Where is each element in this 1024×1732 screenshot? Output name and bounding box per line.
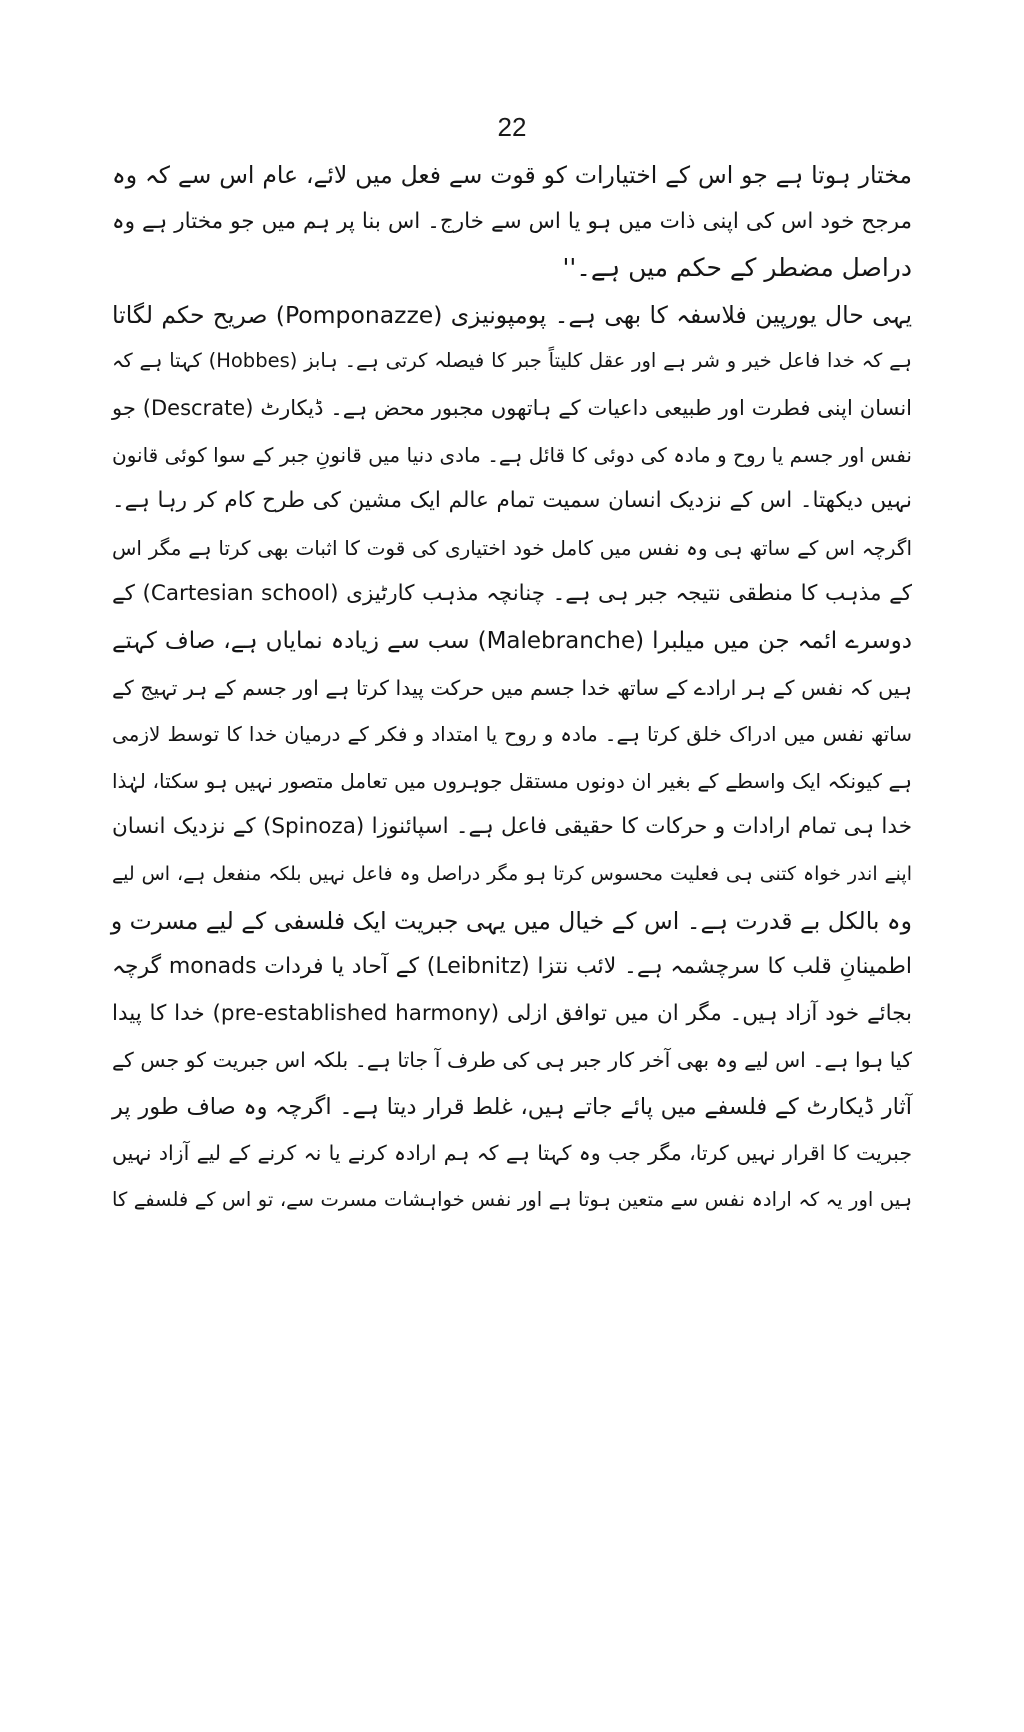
text-line: نہیں دیکھتا۔ اس کے نزدیک انسان سمیت تمام عالم ایک مشین کی طرح کام کر رہا ہے۔ [112, 488, 912, 514]
text-line: ساتھ نفس میں ادراک خلق کرتا ہے۔ مادہ و روح یا امتداد و فکر کے درمیان خدا کا توسط لازمی [112, 722, 912, 747]
text-line: مرجح خود اس کی اپنی ذات میں ہو یا اس سے خارج۔ اس بنا پر ہم میں جو مختار ہے وہ [112, 208, 912, 234]
text-line: دوسرے ائمہ جن میں میلبرا (Malebranche) سب سے زیادہ نمایاں ہے، صاف کہتے [112, 627, 912, 654]
page-number: 22 [497, 112, 527, 142]
text-line: ہے کیونکہ ایک واسطے کے بغیر ان دونوں مستقل جوہروں میں تعامل متصور نہیں ہو سکتا، لہٰذا [112, 768, 912, 793]
text-line: ہیں کہ نفس کے ہر ارادے کے ساتھ خدا جسم میں حرکت پیدا کرتا ہے اور جسم کے ہر تہیج کے [112, 675, 912, 700]
text-line: اپنے اندر خواہ کتنی ہی فعلیت محسوس کرتا ہو مگر دراصل وہ فاعل نہیں بلکہ منفعل ہے، اس لیے [112, 862, 912, 885]
body-text [112, 152, 912, 1224]
text-line: ہیں اور یہ کہ ارادہ نفس سے متعین ہوتا ہے اور نفس خواہشات مسرت سے، تو اس کے فلسفے کا [112, 1188, 912, 1212]
text-line: اگرچہ اس کے ساتھ ہی وہ نفس میں کامل خود اختیاری کی قوت کا اثبات بھی کرتا ہے مگر اس [112, 535, 912, 560]
text-line: انسان اپنی فطرت اور طبیعی داعیات کے ہاتھوں مجبور محض ہے۔ ڈیکارٹ (Descrate) جو [112, 395, 913, 420]
text-line: خدا ہی تمام ارادات و حرکات کا حقیقی فاعل ہے۔ اسپائنوزا (Spinoza) کے نزدیک انسان [112, 814, 912, 840]
text-line: کیا ہوا ہے۔ اس لیے وہ بھی آخر کار جبر ہی کی طرف آ جاتا ہے۔ بلکہ اس جبریت کو جس کے [112, 1048, 912, 1073]
text-line: جبریت کا اقرار نہیں کرتا، مگر جب وہ کہتا ہے کہ ہم ارادہ کرنے یا نہ کرنے کے لیے آزاد نہیں [112, 1141, 912, 1166]
text-line: کے مذہب کا منطقی نتیجہ جبر ہی ہے۔ چنانچہ مذہب کارٹیزی (Cartesian school) کے [112, 581, 912, 607]
text-line: آثار ڈیکارٹ کے فلسفے میں پائے جاتے ہیں، غلط قرار دیتا ہے۔ اگرچہ وہ صاف طور پر [112, 1093, 912, 1120]
text-line: ہے کہ خدا فاعل خیر و شر ہے اور عقل کلیتاً جبر کا فیصلہ کرتی ہے۔ ہابز (Hobbes) کہتا ہے کہ [112, 349, 912, 373]
text-line: نفس اور جسم یا روح و مادہ کی دوئی کا قائل ہے۔ مادی دنیا میں قانونِ جبر کے سوا کوئی قانون [112, 442, 912, 467]
text-line: اطمینانِ قلب کا سرچشمہ ہے۔ لائب نتزا (Leibnitz) کے آحاد یا فردات monads گرچہ [112, 954, 912, 980]
text-line: دراصل مضطر کے حکم میں ہے۔'' [562, 253, 912, 283]
text-line: بجائے خود آزاد ہیں۔ مگر ان میں توافق ازلی (pre-established harmony) خدا کا پیدا [112, 1000, 912, 1026]
text-line: یہی حال یورپین فلاسفہ کا بھی ہے۔ پومپونیزی (Pomponazze) صریح حکم لگاتا [112, 300, 912, 329]
text-line: مختار ہوتا ہے جو اس کے اختیارات کو قوت سے فعل میں لائے، عام اس سے کہ وہ [112, 161, 912, 189]
text-line: وہ بالکل بے قدرت ہے۔ اس کے خیال میں یہی جبریت ایک فلسفی کے لیے مسرت و [110, 906, 912, 935]
